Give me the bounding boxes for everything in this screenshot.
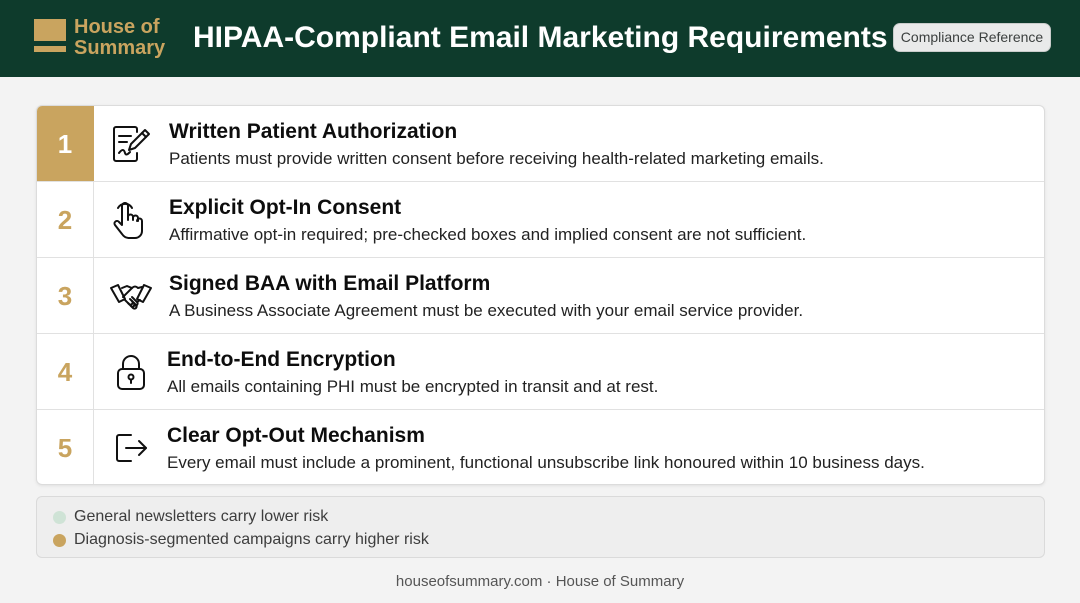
hand-pointer-icon xyxy=(109,200,153,240)
requirement-number: 4 xyxy=(37,334,94,409)
requirement-description: Patients must provide written consent before receiving health-related marketing emails. xyxy=(169,149,824,168)
legend-text: Diagnosis-segmented campaigns carry higher risk xyxy=(74,531,429,548)
requirement-number: 1 xyxy=(37,106,94,181)
requirements-list xyxy=(36,105,1045,485)
requirement-description: All emails containing PHI must be encrypted in transit and at rest. xyxy=(167,377,659,396)
exit-arrow-icon xyxy=(109,428,153,468)
document-pen-icon xyxy=(109,124,153,164)
requirement-title: Explicit Opt-In Consent xyxy=(169,196,402,219)
logo-icon xyxy=(34,19,66,53)
requirement-row-1 xyxy=(37,106,1045,182)
page-title: HIPAA-Compliant Email Marketing Requirements xyxy=(193,21,888,54)
requirement-row-4 xyxy=(37,334,1045,410)
legend-text: General newsletters carry lower risk xyxy=(74,508,329,525)
requirement-title: Signed BAA with Email Platform xyxy=(169,272,491,295)
risk-legend xyxy=(36,496,1045,558)
requirement-number: 5 xyxy=(37,410,94,485)
requirement-description: Every email must include a prominent, functional unsubscribe link honoured within 10 business days. xyxy=(167,453,925,472)
footer-text: houseofsummary.com · House of Summary xyxy=(395,573,685,590)
header-bar xyxy=(0,0,1080,77)
requirement-row-3 xyxy=(37,258,1045,334)
logo-line1: House of xyxy=(74,16,160,38)
requirement-title: Written Patient Authorization xyxy=(169,120,458,143)
requirement-row-2 xyxy=(37,182,1045,258)
gold-dot-icon xyxy=(53,534,66,547)
requirement-number: 2 xyxy=(37,182,94,257)
green-dot-icon xyxy=(53,511,66,524)
requirement-description: A Business Associate Agreement must be executed with your email service provider. xyxy=(169,301,804,320)
logo-text xyxy=(74,17,165,59)
requirement-title: Clear Opt-Out Mechanism xyxy=(167,424,425,447)
compliance-reference-button[interactable]: Compliance Reference xyxy=(893,23,1051,52)
requirement-number: 3 xyxy=(37,258,94,333)
requirement-row-5 xyxy=(37,410,1045,485)
requirement-title: End-to-End Encryption xyxy=(167,348,396,371)
requirement-description: Affirmative opt-in required; pre-checked boxes and implied consent are not sufficient. xyxy=(169,225,807,244)
lock-icon xyxy=(109,352,153,392)
handshake-icon xyxy=(109,276,153,316)
logo-line2: Summary xyxy=(74,37,166,59)
